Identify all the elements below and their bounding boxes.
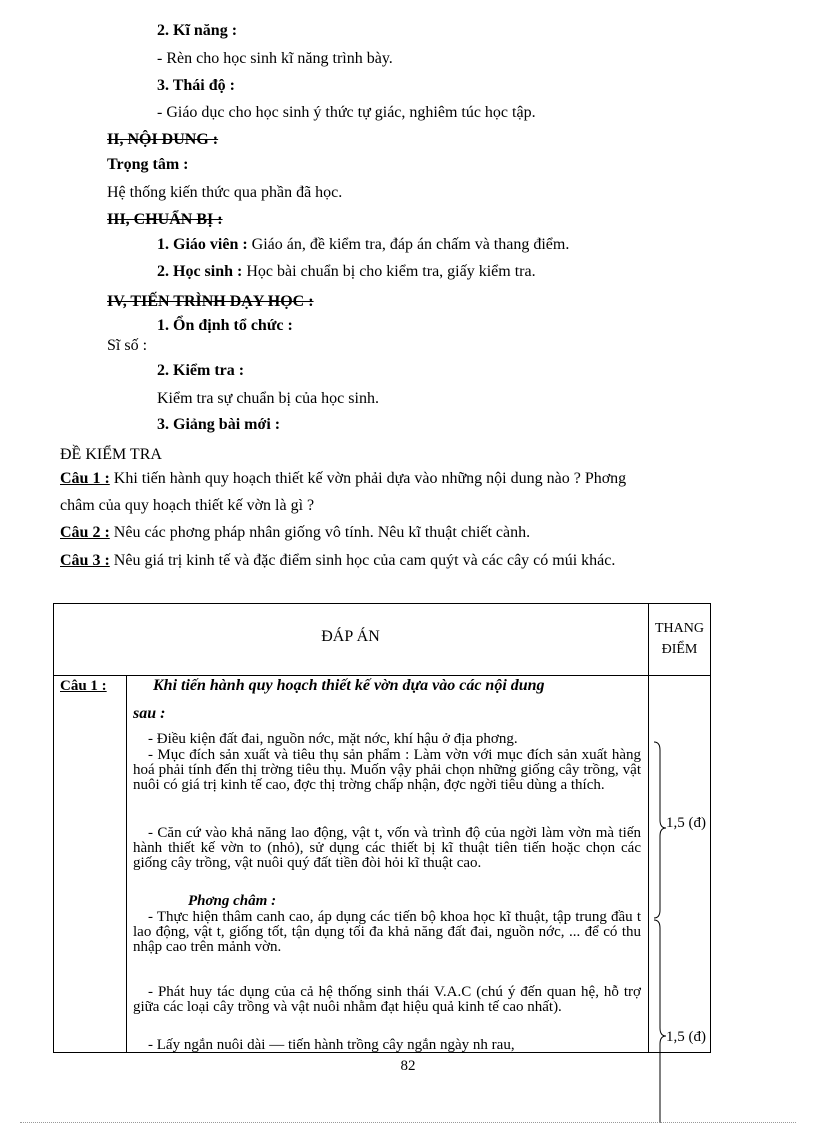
prep-teacher [157,236,569,254]
question-1-label: Câu 1 : [60,470,110,487]
answer-point-6: - Lấy ngắn nuôi dài — tiến hành trồng cây ngắn ngày nh rau, [148,1038,515,1053]
table-header-score-line2: ĐIỂM [661,642,698,657]
process-heading: IV, TIẾN TRÌNH DẠY HỌC : [107,293,314,310]
attitude-heading: 3. Thái độ : [157,77,235,94]
focus-label: Trọng tâm : [107,156,189,173]
question-2-text: Nêu các phơng pháp nhân giống vô tính. Nêu kĩ thuật chiết cành. [113,524,531,541]
answer-point-5: - Phát huy tác dụng của cả hệ thống sinh thái V.A.C (chú ý đến quan hệ, hỗ trợ giữa các loại cây trồng và vật nuôi nhằm đạt hiệu quả kinh tế cao nhất). [133,984,641,1015]
prep-student [157,263,536,281]
score-1: 1,5 (đ) [666,815,706,831]
skills-text: - Rèn cho học sinh kĩ năng trình bày. [157,50,393,67]
answer-point-3: - Căn cứ vào khả năng lao động, vật t, vốn và trình độ của ngời làm vờn mà tiến hành thiết kế vờn to (nhỏ), sử dụng các thiết bị kĩ thuật tiên tiến hoặc chọn các giống cây trồng, vật nuôi quý đất tiền đòi hỏi kĩ thuật cao. [133,825,641,871]
content-heading: II, NỘI DUNG : [107,131,219,148]
answer-intro-line1: Khi tiến hành quy hoạch thiết kế vờn dựa vào các nội dung [153,677,545,694]
answer-point-2: - Mục đích sản xuất và tiêu thụ sản phẩm : Làm vờn với mục đích sản xuất hàng hoá phải tính đến thị trờng tiêu thụ. Muốn vậy phải chọn những giống cây trồng, vật nuôi có giá trị kinh tế cao, đợc thị trờng chấp nhận, đợc ngời tiêu dùng a thích. [133,747,641,793]
exam-title: ĐỀ KIỂM TRA [60,446,162,463]
focus-text: Hệ thống kiến thức qua phần đã học. [107,184,343,201]
table-header-divider [53,675,711,676]
score-brace-2 [650,918,670,1123]
question-1-line1 [60,470,626,488]
student-label: 2. Học sinh : [157,263,243,280]
question-1-text: Khi tiến hành quy hoạch thiết kế vờn phải dựa vào những nội dung nào ? Phơng [113,470,627,487]
teacher-label: 1. Giáo viên : [157,236,248,253]
principle-label: Phơng châm : [188,893,277,909]
student-text: Học bài chuẩn bị cho kiểm tra, giấy kiểm tra. [246,263,536,280]
process-step3: 3. Giảng bài mới : [157,416,281,433]
prep-heading: III, CHUẨN BỊ : [107,211,223,228]
teacher-text: Giáo án, đề kiểm tra, đáp án chấm và thang điểm. [251,236,570,253]
question-3-text: Nêu giá trị kinh tế và đặc điểm sinh học của cam quýt và các cây có múi khác. [113,552,616,569]
skills-heading: 2. Kĩ năng : [157,22,238,39]
table-score-column-divider [648,603,649,1053]
answer-intro-line2: sau : [133,705,166,722]
page-number: 82 [400,1058,416,1074]
attendance-label: Sĩ số : [107,337,148,354]
attitude-text: - Giáo dục cho học sinh ý thức tự giác, nghiêm túc học tập. [157,104,536,121]
table-header-score-line1: THANG [655,621,704,636]
answer-point-1: - Điều kiện đất đai, nguồn nớc, mặt nớc, khí hậu ở địa phơng. [148,731,518,747]
question-3 [60,552,615,570]
question-2-label: Câu 2 : [60,524,110,541]
question-3-label: Câu 3 : [60,552,110,569]
row-label-cau-1: Câu 1 : [60,678,107,694]
score-2: 1,5 (đ) [666,1029,706,1045]
table-header-answer: ĐÁP ÁN [321,628,380,645]
process-step2: 2. Kiểm tra : [157,362,245,379]
answer-point-4: - Thực hiện thâm canh cao, áp dụng các tiến bộ khoa học kĩ thuật, tập trung đầu t lao động, vật t, giống tốt, tận dụng tối đa khả năng đất đai, nguồn nớc, ... để có thu nhập cao trên mảnh vờn. [133,909,641,955]
table-label-column-divider [126,675,127,1053]
question-2 [60,524,530,542]
question-1-line2: châm của quy hoạch thiết kế vờn là gì ? [60,497,315,514]
process-step2-text: Kiểm tra sự chuẩn bị của học sinh. [157,390,379,407]
process-step1: 1. Ổn định tổ chức : [157,317,293,334]
